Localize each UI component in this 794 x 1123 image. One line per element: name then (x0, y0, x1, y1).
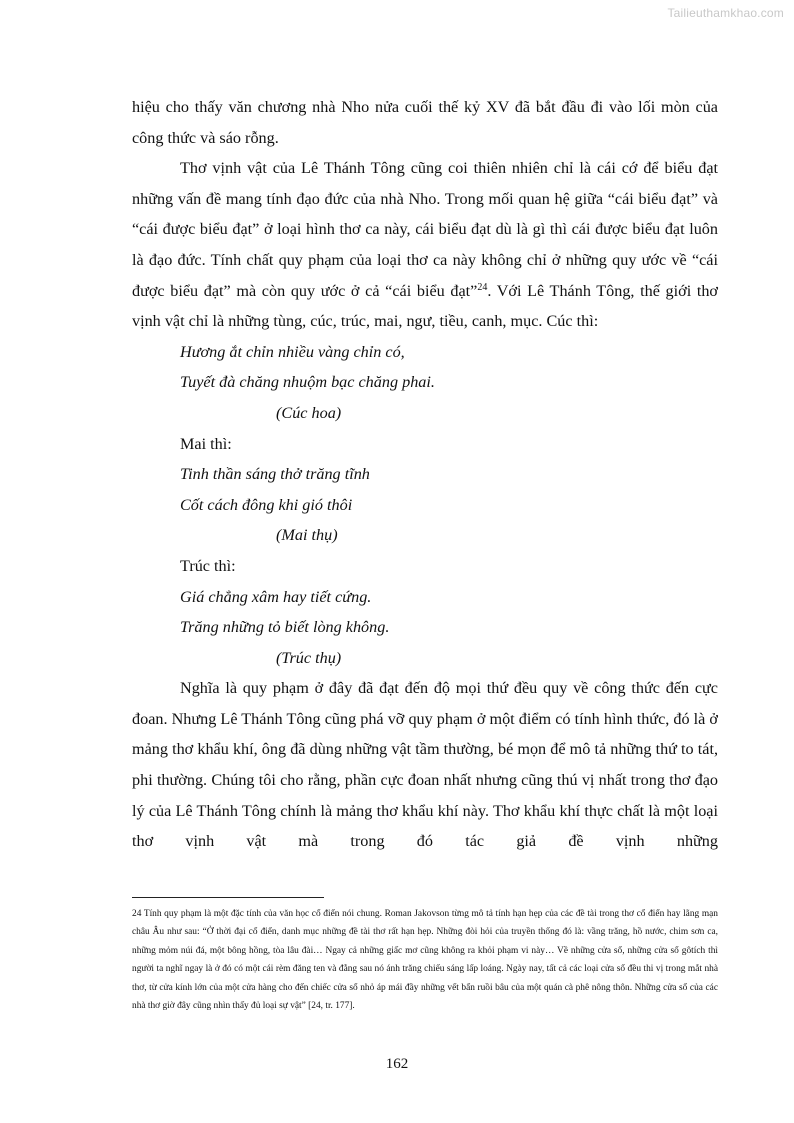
poem-lead: Mai thì: (180, 434, 232, 453)
poem-line: Tinh thần sáng thở trăng tĩnh (180, 465, 370, 484)
poem-line: Trăng những tỏ biết lòng không. (180, 618, 390, 637)
page-body (132, 92, 718, 857)
poem-line: Cốt cách đông khi gió thôi (180, 495, 353, 514)
poem-source: (Mai thụ) (276, 526, 338, 545)
poem-line: Giá chẳng xâm hay tiết cứng. (180, 587, 372, 606)
paragraph-text: Thơ vịnh vật của Lê Thánh Tông cũng coi thiên nhiên chỉ là cái cớ để biểu đạt những vấn đề mang tính đạo đức của nhà Nho. Trong mối quan hệ giữa “cái biểu đạt” và “cái được biểu đạt” ở loại hình thơ ca này, cái biểu đạt dù là gì thì cái được biểu đạt luôn là đạo đức. Tính chất quy phạm của loại thơ ca này không chỉ ở những quy ước về “cái được biểu đạt” mà còn quy ước ở cả “cái biểu đạt” (132, 159, 718, 300)
poem-line: Tuyết đà chăng nhuộm bạc chăng phai. (180, 373, 435, 392)
poem-source: (Cúc hoa) (276, 403, 342, 422)
paragraph-continuation: hiệu cho thấy văn chương nhà Nho nửa cuối thế kỷ XV đã bắt đầu đi vào lối mòn của công thức và sáo rỗng. (132, 98, 718, 147)
paragraph-khau-khi: Nghĩa là quy phạm ở đây đã đạt đến độ mọi thứ đều quy về công thức đến cực đoan. Nhưng Lê Thánh Tông cũng phá vỡ quy phạm ở một điểm có tính hình thức, đó là ở mảng thơ khẩu khí, ông đã dùng những vật tầm thường, bé mọn để mô tả những thứ to tát, phi thường. Chúng tôi cho rằng, phần cực đoan nhất nhưng cũng thú vị nhất trong thơ đạo lý của Lê Thánh Tông chính là mảng thơ khẩu khí này. Thơ khẩu khí thực chất là một loại thơ vịnh vật mà trong đó tác giả đề vịnh những (132, 679, 718, 851)
poem-lead: Trúc thì: (180, 556, 236, 575)
watermark: Tailieuthamkhao.com (667, 6, 784, 20)
footnote-reference[interactable]: 24 (477, 281, 488, 293)
page-number: 162 (385, 1056, 409, 1072)
footnote: 24 Tính quy phạm là một đặc tính của văn học cổ điển nói chung. Roman Jakovson từng mô tả tính hạn hẹp của các đề tài trong thơ cổ điển hay lãng mạn châu Âu như sau: “Ở thời đại cổ điển, danh mục những đề tài thơ rất hạn hẹp. Những đòi hỏi của truyền thống đó là: vầng trăng, hồ nước, chim sơn ca, những mỏm núi đá, một bông hồng, tòa lâu đài… Ngay cả những giấc mơ cũng không ra khỏi phạm vi này… Về những cửa sổ, những cửa sổ gôtích thì người ta nghĩ ngay là ở đó có một cái rèm đăng ten và đằng sau nó ánh trăng chiếu sáng lấp loáng. Ngày nay, tất cả các loại cửa sổ đều thi vị trong mắt nhà thơ, từ cửa kính lớn của một cửa hàng cho đến chiếc cửa sổ nhỏ áp mái đầy những vết bẩn ruồi bâu của một quán cà phê nông thôn. Những cửa sổ của các nhà thơ giờ đây cũng nhìn thấy đủ loại sự vật” [24, tr. 177]. (132, 909, 718, 1012)
paragraph-vinh-vat (132, 153, 718, 337)
poem-line: Hương ắt chỉn nhiều vàng chỉn có, (180, 342, 405, 361)
paragraph-text-tail: . Với Lê Thánh Tông, thế giới thơ vịnh vật chỉ là những tùng, cúc, trúc, mai, ngư, tiều, canh, mục. Cúc thì: (132, 281, 718, 331)
footnote-divider (132, 897, 324, 898)
poem-source: (Trúc thụ) (276, 648, 342, 667)
